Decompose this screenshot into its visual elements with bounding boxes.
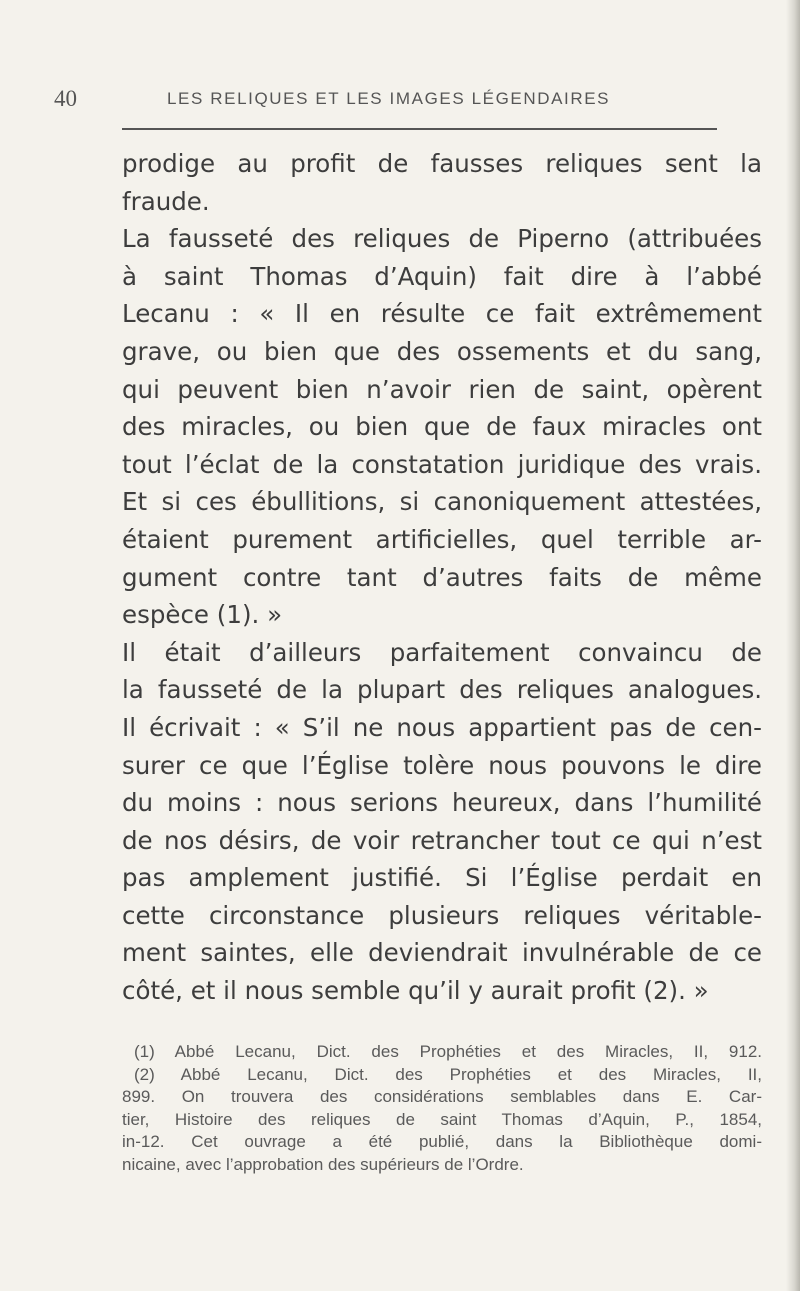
text-line: ment saintes, elle deviendrait invulnérable de ce <box>122 938 762 968</box>
text-line: côté, et il nous semble qu’il y aurait profit (2). » <box>122 976 709 1006</box>
text-line: qui peuvent bien n’avoir rien de saint, opèrent <box>122 374 762 404</box>
page-edge-shadow <box>786 0 800 1291</box>
page-number: 40 <box>54 86 77 111</box>
text-line: Et si ces ébullitions, si canoniquement attestées, <box>122 487 762 517</box>
text-line: La fausseté des reliques de Piperno (attribuées <box>122 224 762 254</box>
text-line: gument contre tant d’autres faits de même <box>122 562 762 592</box>
text-line: Lecanu : « Il en résulte ce fait extrêmement <box>122 299 762 329</box>
text-line: pas amplement justifié. Si l’Église perdait en <box>122 863 762 893</box>
text-line: grave, ou bien que des ossements et du sang, <box>122 336 762 366</box>
text-line: Il était d’ailleurs parfaitement convaincu de <box>122 637 762 667</box>
footnotes <box>122 1041 762 1177</box>
footnote-line: (1) Abbé Lecanu, Dict. des Prophéties et des Miracles, II, 912. <box>134 1042 762 1061</box>
text-line: surer ce que l’Église tolère nous pouvons le dire <box>122 750 762 780</box>
footnote-line: 899. On trouvera des considérations semblables dans E. Car- <box>122 1087 762 1107</box>
text-line: prodige au profit de fausses reliques sent la <box>122 149 762 178</box>
text-line: de nos désirs, de voir retrancher tout ce qui n’est <box>122 825 762 855</box>
running-title: LES RELIQUES ET LES IMAGES LÉGENDAIRES <box>167 89 611 108</box>
text-line: des miracles, ou bien que de faux miracles ont <box>122 412 762 442</box>
footnote-line: (2) Abbé Lecanu, Dict. des Prophéties et des Miracles, II, <box>134 1064 762 1084</box>
footnote-line: in-12. Cet ouvrage a été publié, dans la Bibliothèque domi- <box>122 1132 762 1152</box>
text-line: cette circonstance plusieurs reliques véritable- <box>122 900 762 930</box>
text-line: du moins : nous serions heureux, dans l’humilité <box>122 788 762 818</box>
text-line: étaient purement artificielles, quel terrible ar- <box>122 524 762 554</box>
text-line: espèce (1). » <box>122 600 283 630</box>
text-line: fraude. <box>122 186 210 216</box>
footnote-line: nicaine, avec l’approbation des supérieurs de l’Ordre. <box>122 1154 524 1174</box>
text-line: la fausseté de la plupart des reliques analogues. <box>122 675 762 705</box>
main-text <box>122 145 762 1010</box>
header-rule <box>122 128 717 130</box>
text-line: à saint Thomas d’Aquin) fait dire à l’abbé <box>122 261 762 291</box>
page-header <box>54 82 754 122</box>
text-line: Il écrivait : « S’il ne nous appartient pas de cen- <box>122 712 762 742</box>
text-line: tout l’éclat de la constatation juridique des vrais. <box>122 449 762 479</box>
footnote-line: tier, Histoire des reliques de saint Thomas d’Aquin, P., 1854, <box>122 1109 762 1129</box>
